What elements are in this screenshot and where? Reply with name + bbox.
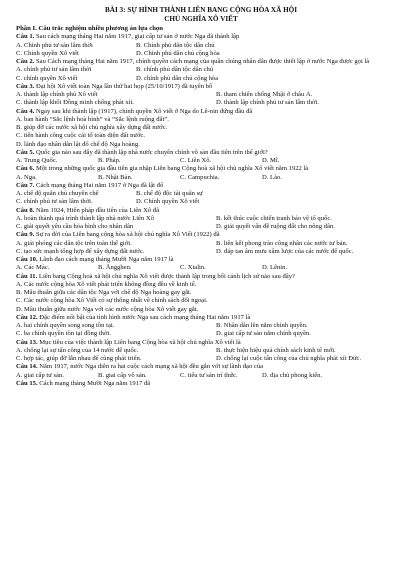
answer-options [16, 347, 386, 364]
question-text: Năm 1924, Hiến pháp đầu tiên của Liên Xô đã [35, 206, 160, 214]
question-number: Câu 1. [16, 33, 35, 41]
answer-option-b: B. giúp đỡ các nước xã hội chủ nghĩa xây dựng đất nước. [16, 124, 168, 132]
answer-options [16, 322, 386, 339]
answer-option-d: D. đáp tan âm mưu xâm lược của các nước đế quốc. [216, 247, 354, 255]
answer-option-c: C. ba chính quyền tồn tại đồng thời. [16, 330, 111, 338]
answer-options [16, 116, 386, 149]
question-4 [16, 108, 386, 149]
question-text: Ngay sau khi thành lập (1917), chính quyền Xô viết ở Nga do Lê-nin đứng đầu đã [35, 107, 253, 115]
answer-option-d: D. Lênin. [262, 264, 288, 272]
question-6 [16, 165, 386, 182]
answer-option-a: A. Trung Quốc. [16, 157, 58, 165]
question-text: Sau Cách mạng tháng Hai năm 1917, chính quyền cách mạng của quần chúng nhân dân được thiết lập ở nước Nga được gọi là [35, 58, 370, 66]
question-2 [16, 58, 386, 83]
question-number: Câu 4. [16, 107, 35, 115]
answer-option-c: C. chính quyền Xô viết [16, 74, 78, 82]
question-number: Câu 6. [16, 165, 35, 173]
question-stem [16, 83, 386, 91]
answer-option-c: C. Các nước cộng hòa Xô Viết có sự thống nhất về chính sách đối ngoại. [16, 297, 208, 305]
question-text: Cách mạng tháng Mười Nga năm 1917 đã [39, 379, 151, 387]
answer-option-b: B. thực hiện hiệu quả chính sách kinh tế mới. [216, 346, 336, 354]
question-stem [16, 231, 386, 239]
question-stem [16, 149, 386, 157]
question-number: Câu 7. [16, 181, 35, 189]
question-text: Đại hội Xô viết toàn Nga lần thứ hai họp (25/10/1917) đã tuyên bố [35, 82, 213, 90]
answer-option-b: B. chế độ độc tài quân sự [136, 190, 203, 198]
question-stem [16, 108, 386, 116]
answer-options [16, 215, 386, 232]
answer-option-d: D. giai cấp tư sản nắm chính quyền. [216, 330, 311, 338]
question-stem [16, 339, 386, 347]
answer-option-a: A. chính phủ tư sản lâm thời [16, 66, 92, 74]
question-8 [16, 207, 386, 232]
answer-options [16, 91, 386, 108]
answer-option-a: A. ban hành “Sắc lệnh hoà bình” và “Sắc lệnh ruộng đất”. [16, 115, 169, 123]
answer-option-b: B. Pháp. [98, 157, 121, 165]
answer-option-d: D. Chính quyền Xô viết [136, 198, 200, 206]
question-number: Câu 8. [16, 206, 35, 214]
question-13 [16, 339, 386, 364]
question-9 [16, 231, 386, 256]
question-stem [16, 273, 386, 281]
question-14 [16, 363, 386, 380]
section-heading: Phần I. Câu trắc nghiệm nhiều phương án lựa chọn [16, 25, 163, 32]
question-stem [16, 363, 386, 371]
answer-option-c: C. hợp tác, giúp đỡ lẫn nhau để cùng phát triển. [16, 355, 142, 363]
answer-option-d: D. địa chủ phong kiến. [262, 371, 323, 379]
answer-option-a: A. hoàn thành quá trình thành lập nhà nước Liên Xô [16, 214, 154, 222]
question-number: Câu 14. [16, 363, 38, 371]
question-stem [16, 58, 386, 66]
answer-option-d: D. chống lại cuộc tấn công của chủ nghĩa phát xít Đức. [216, 355, 362, 363]
question-3 [16, 83, 386, 108]
answer-option-b: B. tham chiến chống Nhật ở châu Á. [216, 91, 313, 99]
answer-option-a: A. hai chính quyền song song tồn tại. [16, 322, 115, 330]
question-number: Câu 13. [16, 338, 38, 346]
question-number: Câu 12. [16, 313, 38, 321]
answer-option-c: C. Liên Xô. [180, 157, 212, 165]
question-7 [16, 182, 386, 207]
question-stem [16, 33, 386, 41]
question-text: Một trong những quốc gia đầu tiên gia nhập Liên bang Cộng hoà xã hội chủ nghĩa Xô viết năm 1922 là [35, 165, 309, 173]
answer-option-d: D. giải quyết vấn đề ruộng đất cho nông dân. [216, 223, 335, 231]
answer-option-c: C. Xtalin. [180, 264, 206, 272]
answer-option-d: D. Lào. [262, 173, 282, 181]
question-text: Liên bang Cộng hoà xã hội chủ nghĩa Xô viết được thành lập trong bối cảnh lịch sử nào sau đây? [38, 272, 295, 280]
answer-options [16, 190, 386, 207]
question-text: Đặc điểm nổi bật của tình hình nước Nga sau cách mạng tháng Hai năm 1917 là [39, 313, 251, 321]
answer-option-b: B. Ăngghen. [98, 264, 132, 272]
answer-option-d: D. lãnh đạo nhân dân lật đổ chế độ Nga hoàng. [16, 140, 140, 148]
document-subtitle: CHỦ NGHĨA XÔ VIẾT [164, 15, 238, 23]
question-number: Câu 15. [16, 379, 38, 387]
question-text: Năm 1917, nước Nga diễn ra hai cuộc cách mạng xã hội đều gắn với sự lãnh đạo của [39, 363, 264, 371]
answer-option-d: D. Mĩ. [262, 157, 280, 165]
question-stem [16, 314, 386, 322]
question-text: Sau cách mạng tháng Hai năm 1917, giai cấp tư sản ở nước Nga đã thành lập [35, 33, 240, 41]
answer-option-a: A. chế độ quân chủ chuyên chế [16, 190, 99, 198]
answer-option-a: A. Các nước cộng hòa Xô viết phát triển không đồng đều về kinh tế. [16, 280, 197, 288]
question-stem [16, 165, 386, 173]
answer-option-d: D. Mâu thuẫn giữa nước Nga với các nước cộng hòa Xô viết gay gắt. [16, 305, 199, 313]
answer-option-b: B. giai cấp vô sản. [98, 371, 147, 379]
question-text: Cách mạng tháng Hai năm 1917 ở Nga đã lật đổ [35, 181, 164, 189]
answer-option-b: B. kết thúc cuộc chiến tranh bảo vệ tổ quốc. [216, 214, 332, 222]
answer-option-a: A. giải phóng các dân tộc trên toàn thế giới. [16, 239, 132, 247]
question-text: Lãnh đạo cách mạng tháng Mười Nga năm 1917 là [39, 256, 174, 264]
answer-option-b: B. Mâu thuẫn giữa các dân tộc Nga với chế độ Nga hoàng gay gắt. [16, 289, 192, 297]
question-text: Quốc gia nào sau đây đã thành lập nhà nước chuyên chính vô sản đầu tiên trên thế giới? [35, 148, 268, 156]
answer-option-c: C. thành lập khối Đồng minh chống phát xít. [16, 99, 134, 107]
answer-option-b: B. liên kết phong trào công nhân các nước tư bản. [216, 239, 348, 247]
answer-option-a: A. Chính phủ tư sản lâm thời [16, 41, 93, 49]
answer-option-d: D. thành lập chính phủ tư sản lâm thời. [216, 99, 320, 107]
question-1 [16, 33, 386, 58]
question-5 [16, 149, 386, 166]
answer-option-a: A. giai cấp tư sản. [16, 371, 64, 379]
answer-option-a: A. Các Mác. [16, 264, 50, 272]
question-12 [16, 314, 386, 339]
answer-option-a: A. thành lập chính phủ Xô viết [16, 91, 98, 99]
question-number: Câu 9. [16, 231, 35, 239]
answer-option-c: C. Campuchia. [180, 173, 220, 181]
question-11 [16, 273, 386, 314]
answer-option-c: C. Chính quyền Xô viết [16, 49, 79, 57]
answer-option-b: B. Nhật Bản. [98, 173, 133, 181]
answer-option-b: B. chính phủ dân tộc dân chủ [136, 66, 214, 74]
question-stem [16, 207, 386, 215]
question-text: Mục tiêu của việc thành lập Liên bang Cộng hòa xã hội chủ nghĩa Xô viết là [39, 338, 241, 346]
answer-options [16, 281, 386, 314]
answer-option-d: D. chính phủ dân chủ cộng hòa [136, 74, 219, 82]
question-stem [16, 256, 386, 264]
answer-options [16, 157, 386, 165]
answer-options [16, 372, 386, 380]
question-number: Câu 10. [16, 256, 38, 264]
answer-option-c: C. tiểu tư sản trí thức. [180, 371, 238, 379]
answer-option-b: B. Nhân dân lên nắm chính quyền. [216, 322, 308, 330]
answer-option-c: C. giải quyết yêu cầu hòa bình cho nhân dân [16, 223, 134, 231]
answer-options [16, 42, 386, 59]
answer-options [16, 174, 386, 182]
question-number: Câu 3. [16, 82, 35, 90]
question-stem [16, 380, 386, 388]
question-number: Câu 2. [16, 58, 35, 66]
answer-option-b: B. Chính phủ dân tộc dân chủ [136, 41, 215, 49]
answer-option-c: C. tiến hành công cuộc cải tổ toàn diện đất nước. [16, 132, 146, 140]
question-number: Câu 5. [16, 148, 35, 156]
answer-option-a: A. chống lại sự tấn công của 14 nước đế quốc. [16, 346, 139, 354]
document-title: BÀI 3: SỰ HÌNH THÀNH LIÊN BANG CỘNG HÒA XÃ HỘI [104, 6, 298, 14]
answer-option-a: A. Nga. [16, 173, 37, 181]
question-stem [16, 182, 386, 190]
question-text: Sự ra đời của Liên bang cộng hòa xã hội chủ nghĩa Xô Viết (1922) đã [35, 231, 220, 239]
question-number: Câu 11. [16, 272, 38, 280]
question-15 [16, 380, 386, 388]
answer-options [16, 240, 386, 257]
answer-options [16, 66, 386, 83]
answer-option-d: D. Chính phủ dân chủ cộng hòa [136, 49, 220, 57]
question-list [16, 33, 386, 388]
answer-option-c: C. chính phủ tư sản lâm thời. [16, 198, 93, 206]
answer-options [16, 264, 386, 272]
answer-option-c: C. tạo sức mạnh tổng hợp để xây dựng đất nước. [16, 247, 145, 255]
question-10 [16, 256, 386, 273]
